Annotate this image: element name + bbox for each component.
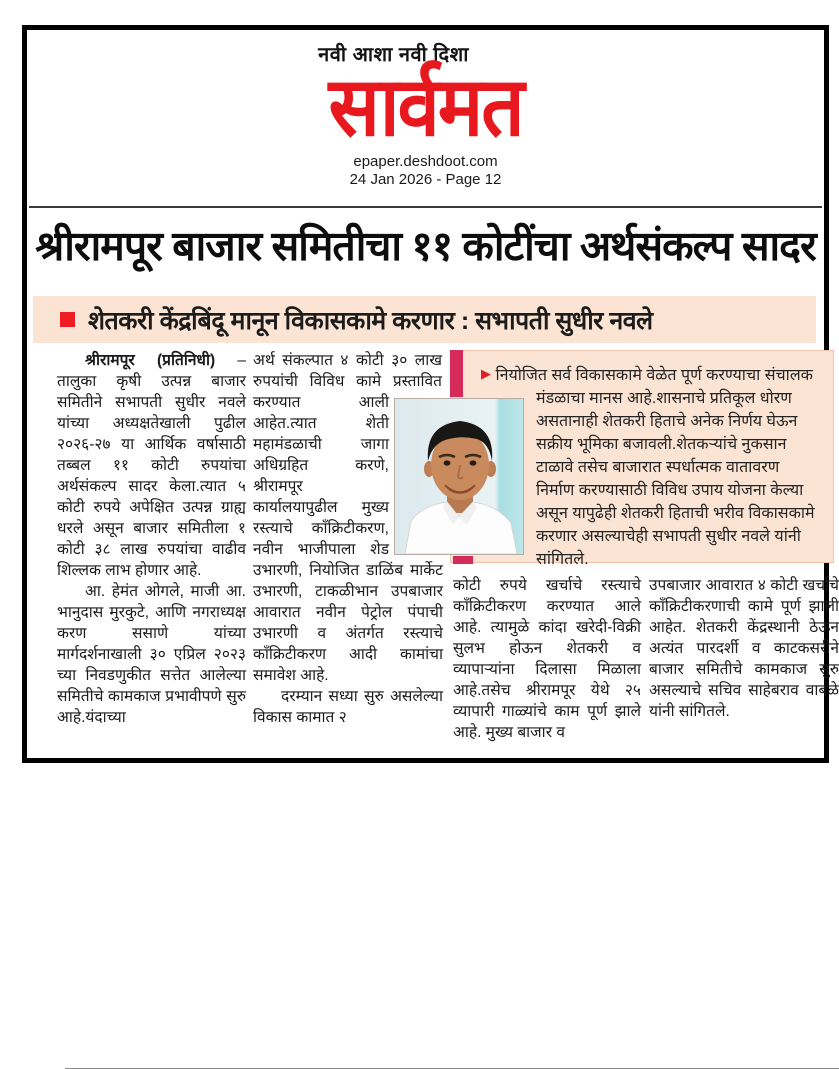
article-body (57, 350, 839, 755)
paragraph-text: दरम्यान सध्या सुरु असलेल्या विकास कामात २ (253, 688, 443, 726)
masthead-tagline: नवी आशा नवी दिशा (318, 44, 469, 66)
quote-text: नियोजित सर्व विकासकामे वेळेत पूर्ण करण्याचा संचालक मंडळाचा मानस आहे.शासनाचे प्रतिकूल धोरण असतानाही शेतकरी हिताचे अनेक निर्णय घेऊन सक्रीय भूमिका बजावली.शेतकऱ्यांचे नुकसान टाळावे तसेच बाजारात स्पर्धात्मक वातावरण निर्माण करण्यासाठी विविध उपाय योजना केल्या असून यापुढेही शेतकरी हिताची भरीव विकासकामे करणार असल्याचेही सभापती सुधीर नवले यांनी सांगितले. (495, 367, 815, 568)
masthead (27, 40, 824, 188)
subheadline-text: शेतकरी केंद्रबिंदू मानून विकासकामे करणार : सभापती सुधीर नवले (88, 306, 653, 335)
paragraph (649, 575, 839, 722)
page-frame (22, 25, 839, 763)
newspaper-logo: सार्वमत (328, 61, 523, 154)
masthead-divider (29, 206, 822, 208)
quote-accent-mark (453, 556, 473, 564)
red-square-bullet-icon (60, 312, 75, 327)
dateline: श्रीरामपूर (प्रतिनिधी) (85, 352, 216, 369)
epaper-website: epaper.deshdoot.com (353, 153, 498, 171)
paragraph (253, 686, 443, 728)
paragraph-text: अर्थ संकल्पात ४ कोटी ३० लाख रुपयांची विविध कामे प्रस्तावित करण्यात आली आहेत.त्यात शेती महामंडळाची जागा अधिग्रहित करणे, श्रीरामपूर कार्यालयापुढील मुख्य रस्त्याचे काँक्रिटीकरण, नवीन भाजीपाला शेड उभारणी, नियोजित डाळिंब मार्केट उभारणी, टाकळीभान उपबाजार आवारात नवीन पेट्रोल पंपाची उभारणी व अंतर्गत रस्त्याचे काँक्रिटीकरण आदी कामांचा समावेश आहे. (253, 352, 443, 684)
paragraph (453, 575, 641, 743)
photo-wrap-spacer (442, 350, 443, 398)
article-column-4 (649, 575, 839, 722)
article-headline: श्रीरामपूर बाजार समितीचा ११ कोटींचा अर्थसंकल्प सादर (35, 223, 816, 269)
subheadline-strip (33, 296, 816, 343)
article-column-3 (453, 575, 641, 743)
article-column-1 (57, 350, 246, 728)
quote-accent-bar (450, 350, 463, 397)
arrow-marker-icon: ▶ (481, 366, 491, 381)
paragraph-text: कोटी रुपये खर्चाचे रस्त्याचे काँक्रिटीकरण करण्यात आले आहे. त्यामुळे कांदा खरेदी-विक्री सुलभ होऊन शेतकरी व व्यापाऱ्यांना दिलासा मिळाला आहे.तसेच श्रीरामपूर येथे २५ व्यापारी गाळ्यांचे काम पूर्ण झाले आहे. मुख्य बाजार व (453, 577, 641, 741)
paragraph-text: आ. हेमंत ओगले, माजी आ. भानुदास मुरकुटे, आणि नगराध्यक्ष करण ससाणे यांच्या मार्गदर्शनाखाली ३० एप्रिल २०२३ च्या निवडणुकीत सत्तेत आलेल्या समितीचे कामकाज प्रभावीपणे सुरु आहे.यंदाच्या (57, 583, 246, 726)
paragraph-text: उपबाजार आवारात ४ कोटी खर्चाचे काँक्रिटीकरणाची कामे पूर्ण झाली आहेत. शेतकरी केंद्रस्थानी ठेऊन अत्यंत पारदर्शी व काटकसरीने बाजार समितीचे कामकाज सुरु असल्याचे सचिव साहेबराव वाबळे यांनी सांगितले. (649, 577, 839, 720)
paragraph-text: – तालुका कृषी उत्पन्न बाजार समितीने सभापती सुधीर नवले यांच्या अध्यक्षतेखाली पुढील २०२६-२७ या आर्थिक वर्षासाठी तब्बल ११ कोटी रुपयांचा अर्थसंकल्प सादर केला.त्यात ५ कोटी रुपये अपेक्षित उत्पन्न ग्राह्य धरले असून बाजार समितीला १ कोटी ३८ लाख रुपयांचा वाढीव शिल्लक लाभ होणार आहे. (57, 352, 246, 579)
paragraph (57, 581, 246, 728)
portrait-photo (394, 398, 524, 555)
date-and-page: 24 Jan 2026 - Page 12 (349, 171, 502, 189)
paragraph (57, 350, 246, 581)
